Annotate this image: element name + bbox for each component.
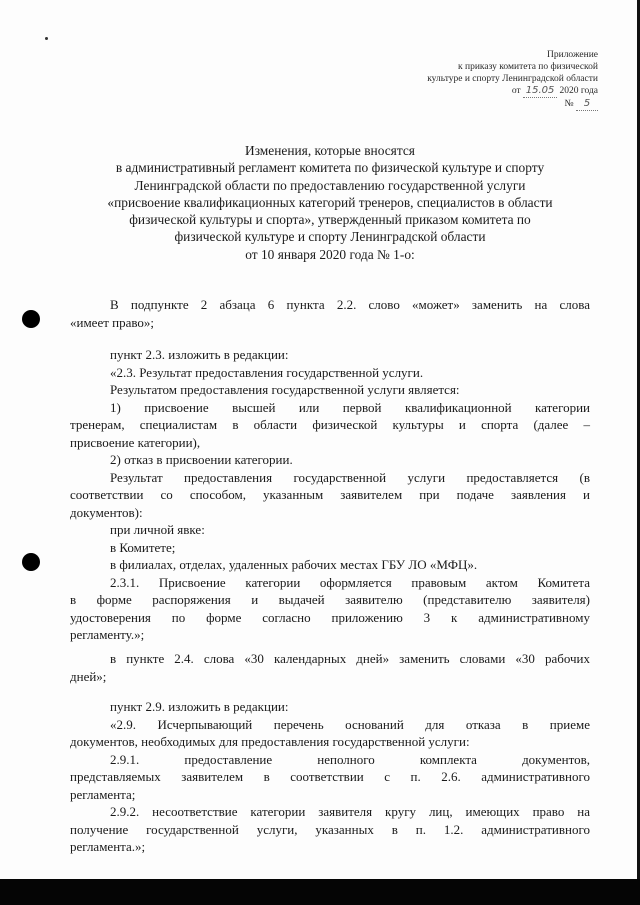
title-line: «присвоение квалификационных категорий тренеров, специалистов в области (107, 194, 553, 210)
text-line: документов): (70, 504, 143, 520)
text-line: тренерам, специалистам в области физической культуры и спорта (далее – (70, 417, 590, 432)
appendix-committee: культуре и спорту Ленинградской области (427, 74, 598, 84)
appendix-number: № 5 (338, 98, 598, 111)
scan-bottom-edge (0, 879, 640, 905)
text-line: «2.3. Результат предоставления государственной услуги. (110, 364, 424, 380)
title-line: физической культуры и спорта», утвержденный приказом комитета по (129, 212, 531, 228)
document-title (60, 142, 600, 263)
punch-hole-top (22, 310, 40, 328)
scan-speck (45, 37, 48, 40)
text-line: в филиалах, отделах, удаленных рабочих местах ГБУ ЛО «МФЦ». (110, 557, 478, 572)
text-line: дней»; (70, 668, 107, 684)
text-line: регламента.»; (70, 839, 146, 854)
text-line: присвоение категории), (70, 434, 201, 450)
text-line: удостоверения по форме согласно приложению 3 к административному (70, 609, 590, 625)
text-line: «2.9. Исчерпывающий перечень оснований для отказа в приеме (110, 716, 590, 732)
text-line: пункт 2.3. изложить в редакции: (110, 347, 289, 362)
paragraph-2-2 (70, 296, 590, 331)
title-line: Ленинградской области по предоставлению государственной услуги (134, 177, 526, 193)
text-line: «имеет право»; (70, 314, 155, 330)
paragraph-2-9 (70, 698, 590, 856)
punch-hole-bottom (22, 553, 40, 571)
text-line: получение государственной услуги, указанных в п. 1.2. административного (70, 821, 590, 837)
title-line: от 10 января 2020 года № 1-о: (245, 246, 415, 262)
title-line: в административный регламент комитета по физической культуре и спорту (115, 160, 545, 176)
appendix-order-ref: к приказу комитета по физической (458, 62, 598, 72)
text-line: 2.9.2. несоответствие категории заявителя кругу лиц, имеющих право на (110, 804, 590, 819)
appendix-label: Приложение (547, 50, 598, 60)
text-line: представляемых заявителем в соответствии с п. 2.6. административного (70, 769, 590, 784)
text-line: Результат предоставления государственной услуги предоставляется (в (110, 469, 590, 485)
text-line: в Комитете; (110, 539, 176, 555)
text-line: в форме распоряжения и выдачей заявителю (представителю заявителя) (70, 592, 590, 607)
appendix-header (338, 49, 598, 111)
text-line: регламента; (70, 786, 136, 802)
text-line: соответствии со способом, указанным заявителем при подаче заявления и (70, 487, 590, 502)
text-line: Результатом предоставления государственной услуги является: (110, 382, 460, 397)
title-line: Изменения, которые вносятся (245, 143, 415, 158)
handwritten-date: 15.05 (523, 85, 557, 98)
appendix-date: от 15.05 2020 года (511, 85, 598, 96)
text-line: регламенту.»; (70, 627, 145, 642)
text-line: при личной явке: (110, 522, 205, 537)
text-line: 2.9.1. предоставление неполного комплекта документов, (110, 751, 590, 767)
text-line: 2) отказ в присвоении категории. (110, 452, 293, 467)
text-line: 1) присвоение высшей или первой квалификационной категории (110, 399, 590, 415)
text-line: в пункте 2.4. слова «30 календарных дней» заменить словами «30 рабочих (110, 651, 590, 666)
text-line: 2.3.1. Присвоение категории оформляется правовым актом Комитета (110, 574, 590, 590)
paragraph-2-3 (70, 346, 590, 644)
text-line: В подпункте 2 абзаца 6 пункта 2.2. слово «может» заменить на слова (110, 297, 590, 312)
text-line: документов, необходимых для предоставления государственной услуги: (70, 734, 470, 749)
title-line: физической культуре и спорту Ленинградской области (174, 229, 486, 245)
handwritten-number: 5 (576, 98, 598, 111)
paragraph-2-4 (70, 650, 590, 685)
text-line: пункт 2.9. изложить в редакции: (110, 699, 289, 714)
